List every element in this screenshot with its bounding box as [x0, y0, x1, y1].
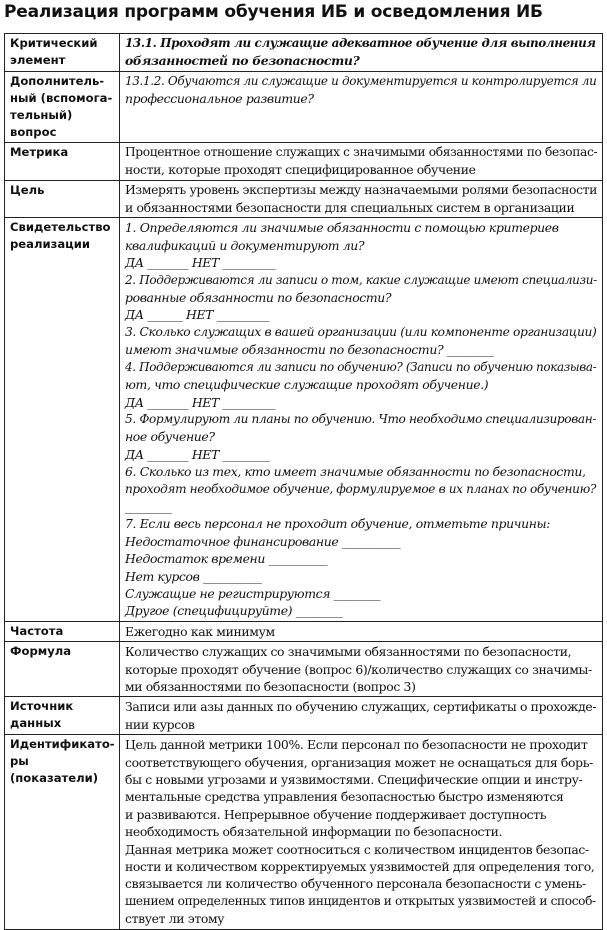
row-line: и обязанностями безопасности для специальных систем в организации	[125, 200, 575, 216]
row-line: ности, которые проходят специфицированное обучение	[125, 162, 476, 178]
row-line: которые проходят обучение (вопрос 6)/количество служащих со значимы-	[125, 661, 592, 677]
row-line: Данная метрика может соотноситься с количеством инцидентов безопас-	[125, 841, 589, 857]
row-line: и развиваются. Непрерывное обучение поддерживает доступность	[125, 806, 547, 822]
row-goal	[5, 180, 603, 218]
row-line: Измерять уровень экспертизы между назначаемыми ролями безопасности	[125, 182, 598, 197]
row-line: ________	[125, 498, 172, 514]
row-implementation-evidence	[5, 218, 603, 621]
row-line: ют, что специфические служащие проходят обучение.)	[125, 377, 489, 393]
row-line: Служащие не регистрируются ________	[125, 585, 381, 601]
row-formula	[5, 642, 603, 697]
row-value	[120, 735, 603, 929]
row-critical-element	[5, 34, 603, 72]
row-line: Ежегодно как минимум	[125, 623, 275, 639]
row-line: проходят необходимое обучение, формулируемое в их планах по обучению?	[125, 481, 596, 496]
row-line: ДА _______ НЕТ ________	[125, 446, 270, 462]
row-line: соответствующего обучения, организация может не оснащаться для борь-	[125, 754, 593, 770]
row-line: связывается ли количество обученного персонала безопасности с умень-	[125, 876, 586, 892]
row-line: ментальные средства управления безопасностью быстро изменяются	[125, 789, 564, 805]
row-value	[120, 142, 603, 180]
row-line: шением определенных типов инцидентов и открытых уязвимостей и способ-	[125, 893, 596, 908]
row-value	[120, 180, 603, 218]
row-value	[120, 71, 603, 142]
row-label: Цель	[5, 180, 120, 218]
row-value	[120, 34, 603, 72]
row-line: имеют значимые обязанности по безопасности? ________	[125, 342, 494, 358]
row-line: ДА ______ НЕТ _________	[125, 307, 270, 323]
row-frequency	[5, 621, 603, 641]
row-line: ДА _______ НЕТ _________	[125, 394, 276, 410]
row-line: 2. Поддерживаются ли записи о том, какие служащие имеют специализи-	[125, 272, 597, 287]
row-label: Метрика	[5, 142, 120, 180]
row-line: 13.1.2. Обучаются ли служащие и документируется и контролируется ли	[125, 73, 597, 88]
row-line: Недостаточное финансирование __________	[125, 533, 401, 549]
row-line: бы с новыми угрозами и уязвимостями. Специфические опции и инстру-	[125, 772, 583, 788]
metric-table-body	[5, 34, 603, 930]
row-line: ное обучение?	[125, 429, 215, 445]
row-line: нии курсов	[125, 716, 195, 732]
row-line: 3. Сколько служащих в вашей организации (или компоненте организации)	[125, 324, 597, 339]
metric-table	[4, 33, 603, 930]
row-label: Дополнитель-ный (вспомога-тельный) вопрос	[5, 71, 120, 142]
row-line: рованные обязанности по безопасности?	[125, 290, 392, 306]
row-line: ности и количеством корректируемых уязвимостей для определения того,	[125, 859, 595, 875]
row-line: 5. Формулируют ли планы по обучению. Что необходимо специализирован-	[125, 411, 597, 426]
page-title: Реализация программ обучения ИБ и осведомления ИБ	[4, 2, 543, 22]
row-line: Процентное отношение служащих с значимыми обязанностями по безопас-	[125, 144, 598, 159]
row-data-source	[5, 697, 603, 735]
row-label: Критический элемент	[5, 34, 120, 72]
row-label: Формула	[5, 642, 120, 697]
row-value	[120, 218, 603, 621]
row-line: квалификаций и документируют ли?	[125, 237, 365, 253]
row-value	[120, 697, 603, 735]
row-line: Нет курсов __________	[125, 568, 262, 584]
row-line: обязанностей по безопасности?	[125, 53, 360, 69]
row-line: Другое (специфицируйте) ________	[125, 603, 343, 619]
row-value	[120, 621, 603, 641]
row-label: Идентификато-ры (показатели)	[5, 735, 120, 929]
row-indicators	[5, 735, 603, 929]
row-line: 1. Определяются ли значимые обязанности с помощью критериев	[125, 220, 559, 236]
row-line: Количество служащих со значимыми обязанностями по безопасности,	[125, 644, 572, 660]
row-line: 6. Сколько из тех, кто имеет значимые обязанности по безопасности,	[125, 464, 586, 480]
row-line: 7. Если весь персонал не проходит обучение, отметьте причины:	[125, 516, 551, 532]
row-line: ствует ли этому	[125, 911, 225, 927]
row-line: 13.1. Проходят ли служащие адекватное обучение для выполнения	[125, 36, 596, 50]
row-label: Свидетельство реализации	[5, 218, 120, 621]
row-line: Записи или азы данных по обучению служащих, сертификаты о прохожде-	[125, 699, 597, 715]
row-metric	[5, 142, 603, 180]
row-additional-question	[5, 71, 603, 142]
row-value	[120, 642, 603, 697]
row-line: Недостаток времени __________	[125, 551, 328, 567]
row-line: ДА _______ НЕТ _________	[125, 255, 276, 271]
row-label: Частота	[5, 621, 120, 641]
row-line: 4. Поддерживаются ли записи по обучению? (Записи по обучению показыва-	[125, 359, 597, 374]
row-line: профессиональное развитие?	[125, 91, 314, 107]
row-line: ми обязанностями по безопасности (вопрос 3)	[125, 679, 416, 694]
row-line: Цель данной метрики 100%. Если персонал по безопасности не проходит	[125, 737, 588, 753]
row-line: необходимость обязательной информации по безопасности.	[125, 824, 503, 840]
row-label: Источник данных	[5, 697, 120, 735]
